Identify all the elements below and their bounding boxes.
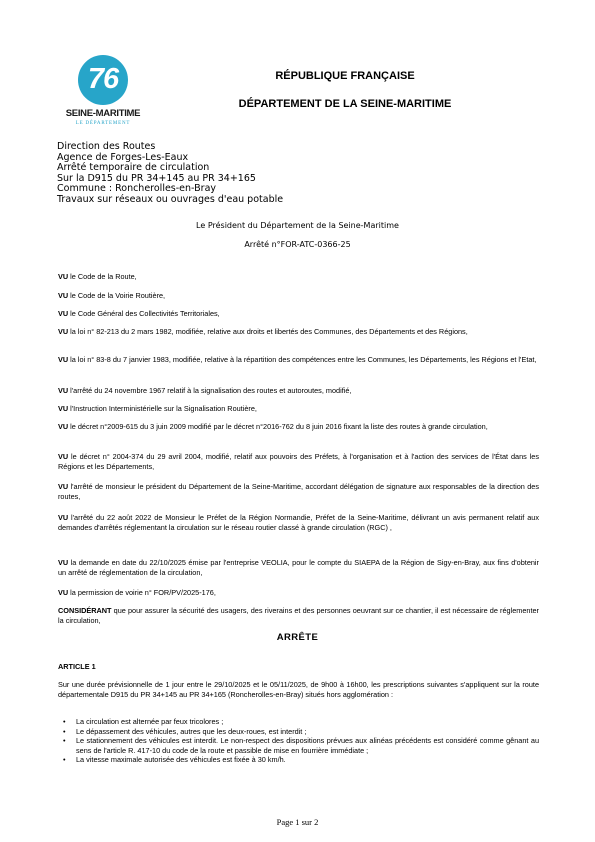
consideration-item <box>58 272 539 282</box>
bullet-item: • La circulation est alternée par feux tricolores ; <box>58 717 539 727</box>
consideration-lead: VU <box>58 272 69 281</box>
admin-line: Sur la D915 du PR 34+145 au PR 34+165 <box>57 172 256 184</box>
consideration-text: la demande en date du 22/10/2025 émise par l'entreprise VEOLIA, pour le compte du SIAEPA de la Région de Sigy-en-Bray, aux fins d'obtenir un arrêté de réglementation de la circulation, <box>58 558 539 577</box>
consideration-text: la loi n° 82-213 du 2 mars 1982, modifiée, relative aux droits et libertés des Communes, des Départements et des Régions, <box>68 327 468 336</box>
consideration-lead: VU <box>58 355 69 364</box>
consideration-text: la permission de voirie n° FOR/PV/2025-176, <box>68 588 216 597</box>
consideration-lead: VU <box>58 309 69 318</box>
consideration-text: le Code de la Route, <box>68 272 137 281</box>
bullet-item: • Le dépassement des véhicules, autres que les deux-roues, est interdit ; <box>58 727 539 737</box>
consideration-text: le Code de la Voirie Routière, <box>68 291 166 300</box>
page-footer: Page 1 sur 2 <box>276 817 319 827</box>
consideration-item <box>58 386 539 396</box>
consideration-lead: VU <box>58 588 69 597</box>
consideration-text: l'arrêté du 24 novembre 1967 relatif à la signalisation des routes et autoroutes, modifié, <box>68 386 352 395</box>
admin-line: Arrêté temporaire de circulation <box>57 162 210 173</box>
consideration-text: l'arrêté de monsieur le président du Département de la Seine-Maritime, accordant délégation de signature aux responsables de la direction des routes, <box>58 482 539 501</box>
admin-line: Agence de Forges-Les-Eaux <box>57 151 189 163</box>
consideration-lead: VU <box>58 558 69 567</box>
consideration-item <box>58 422 539 432</box>
bullet-item: • Le stationnement des véhicules est interdit. Le non-respect des dispositions prévues aux alinéas précédents est considéré comme gênant au sens de l'article R. 417-10 du code de la route et passible de mise en fourrière immédiate ; <box>58 736 539 755</box>
consideration-item <box>58 588 539 598</box>
logo-subtitle: LE DÉPARTEMENT <box>75 121 131 126</box>
consideration-lead: VU <box>58 386 69 395</box>
article-title: ARTICLE 1 <box>58 662 96 671</box>
logo-name: SEINE-MARITIME <box>65 108 141 119</box>
consideration-lead: VU <box>58 327 69 336</box>
consideration-lead: VU <box>58 422 69 431</box>
president-line: Le Président du Département de la Seine-Maritime <box>196 221 399 230</box>
consideration-item <box>58 558 539 577</box>
consideration-item <box>58 606 539 625</box>
consideration-lead: VU <box>58 452 69 461</box>
consideration-text: le Code Général des Collectivités Territoriales, <box>68 309 220 318</box>
consideration-lead: VU <box>58 404 69 413</box>
arrete-heading: ARRÊTE <box>276 632 319 643</box>
consideration-text: le décret n° 2004-374 du 29 avril 2004, modifié, relatif aux pouvoirs des Préfets, à l'organisation et à l'action des services de l'État dans les Régions et les Départements, <box>58 452 539 471</box>
consideration-item <box>58 482 539 501</box>
admin-line: Direction des Routes <box>57 141 156 152</box>
admin-block <box>57 142 283 205</box>
consideration-text: que pour assurer la sécurité des usagers, des riverains et des personnes oeuvrant sur ce chantier, il est nécessaire de réglementer la circulation, <box>58 606 539 625</box>
consideration-lead: CONSIDÉRANT <box>58 606 112 615</box>
republic-heading: RÉPUBLIQUE FRANÇAISE <box>275 70 415 82</box>
consideration-lead: VU <box>58 291 69 300</box>
admin-line: Commune : Roncherolles-en-Bray <box>57 183 217 194</box>
bullet-item: • La vitesse maximale autorisée des véhicules est fixée à 30 km/h. <box>58 755 539 765</box>
consideration-lead: VU <box>58 513 69 522</box>
consideration-item <box>58 355 539 365</box>
department-heading: DÉPARTEMENT DE LA SEINE-MARITIME <box>238 98 452 110</box>
consideration-text: l'arrêté du 22 août 2022 de Monsieur le Préfet de la Région Normandie, Préfet de la Seine-Maritime, délivrant un avis permanent relatif aux demandes d'arrêtés réglementant la circulation sur le réseau routier classé à grande circulation (RGC) , <box>58 513 539 532</box>
article-intro: Sur une durée prévisionnelle de 1 jour entre le 29/10/2025 et le 05/11/2025, de 9h00 à 16h00, les prescriptions suivantes s'appliquent sur la route départementale D915 du PR 34+145 au PR 34+165 (Roncherolles-en-Bray) situés hors agglomération : <box>58 680 539 699</box>
consideration-text: la loi n° 83-8 du 7 janvier 1983, modifiée, relative à la répartition des compétences entre les Communes, les Départements, les Régions et l'Etat, <box>68 355 537 364</box>
department-logo <box>62 55 144 133</box>
consideration-item <box>58 291 539 301</box>
logo-number: 76 <box>87 63 119 95</box>
arrete-number: Arrêté n°FOR-ATC-0366-25 <box>244 240 351 249</box>
consideration-text: l'Instruction Interministérielle sur la Signalisation Routière, <box>68 404 257 413</box>
consideration-lead: VU <box>58 482 69 491</box>
consideration-item <box>58 452 539 471</box>
article-bullet-list <box>58 717 539 765</box>
consideration-item <box>58 309 539 319</box>
admin-line: Travaux sur réseaux ou ouvrages d'eau potable <box>57 193 284 205</box>
consideration-item <box>58 404 539 414</box>
consideration-item <box>58 513 539 532</box>
consideration-item <box>58 327 539 337</box>
consideration-text: le décret n°2009-615 du 3 juin 2009 modifié par le décret n°2016-762 du 8 juin 2016 fixant la liste des routes à grande circulation, <box>68 422 488 431</box>
